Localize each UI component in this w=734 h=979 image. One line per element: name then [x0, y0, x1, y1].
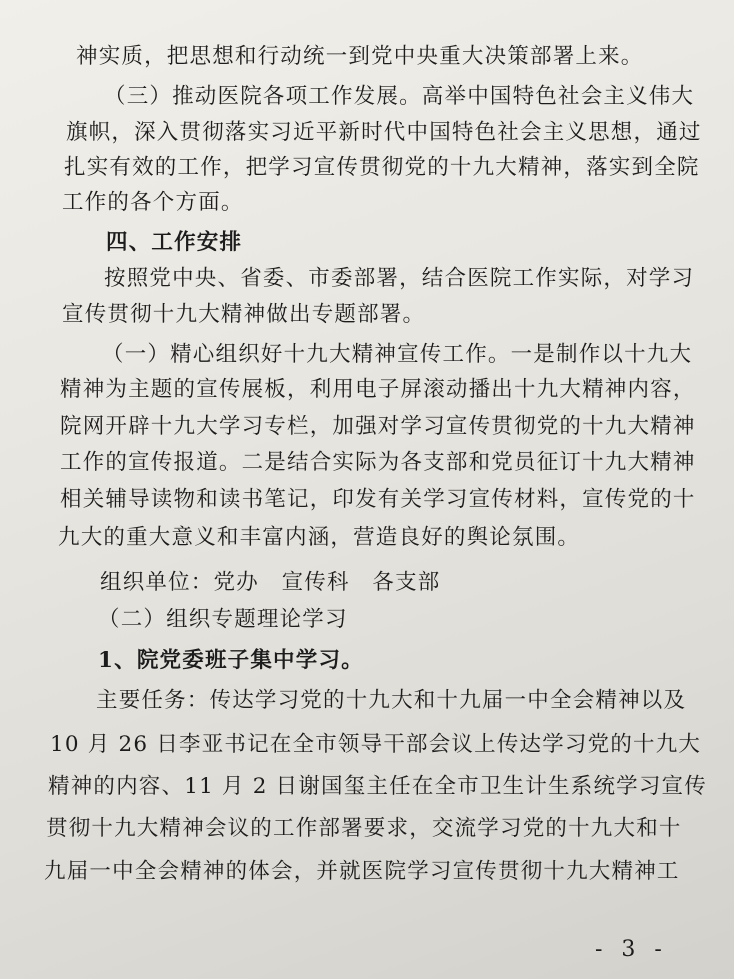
text-line: 九大的重大意义和丰富内涵，营造良好的舆论氛围。 — [58, 525, 581, 550]
text-line: 精神为主题的宣传展板，利用电子屏滚动播出十九大精神内容， — [60, 377, 696, 402]
section-heading: 四、工作安排 — [106, 230, 243, 255]
organizer-line: 组织单位：党办 宣传科 各支部 — [100, 570, 441, 595]
text-line: 神实质，把思想和行动统一到党中央重大决策部署上来。 — [76, 44, 644, 69]
text-line: 主要任务：传达学习党的十九大和十九届一中全会精神以及 — [96, 688, 687, 713]
text-line: 贯彻十九大精神会议的工作部署要求，交流学习党的十九大和十 — [46, 816, 682, 841]
text-line: （三）推动医院各项工作发展。高举中国特色社会主义伟大 — [104, 84, 695, 109]
text-line: 院网开辟十九大学习专栏，加强对学习宣传贯彻党的十九大精神 — [60, 414, 696, 439]
text-line: 宣传贯彻十九大精神做出专题部署。 — [62, 302, 426, 327]
text-line: 相关辅导读物和读书笔记，印发有关学习宣传材料，宣传党的十 — [60, 487, 696, 512]
subsection-heading: （二）组织专题理论学习 — [98, 607, 348, 632]
text-line: 10 月 26 日李亚书记在全市领导干部会议上传达学习党的十九大 — [50, 732, 702, 757]
text-line: 按照党中央、省委、市委部署，结合医院工作实际，对学习 — [104, 266, 695, 291]
text-line: （一）精心组织好十九大精神宣传工作。一是制作以十九大 — [102, 342, 693, 367]
text-line: 精神的内容、11 月 2 日谢国玺主任在全市卫生计生系统学习宣传 — [48, 774, 707, 799]
text-line: 工作的各个方面。 — [62, 190, 244, 215]
text-line: 九届一中全会精神的体会，并就医院学习宣传贯彻十九大精神工 — [44, 859, 680, 884]
subsection-heading: 1、院党委班子集中学习。 — [98, 648, 364, 673]
page-number: - 3 - — [595, 937, 668, 962]
text-line: 旗帜，深入贯彻落实习近平新时代中国特色社会主义思想，通过 — [66, 120, 702, 145]
text-line: 扎实有效的工作，把学习宣传贯彻党的十九大精神，落实到全院 — [64, 155, 700, 180]
text-line: 工作的宣传报道。二是结合实际为各支部和党员征订十九大精神 — [60, 450, 696, 475]
